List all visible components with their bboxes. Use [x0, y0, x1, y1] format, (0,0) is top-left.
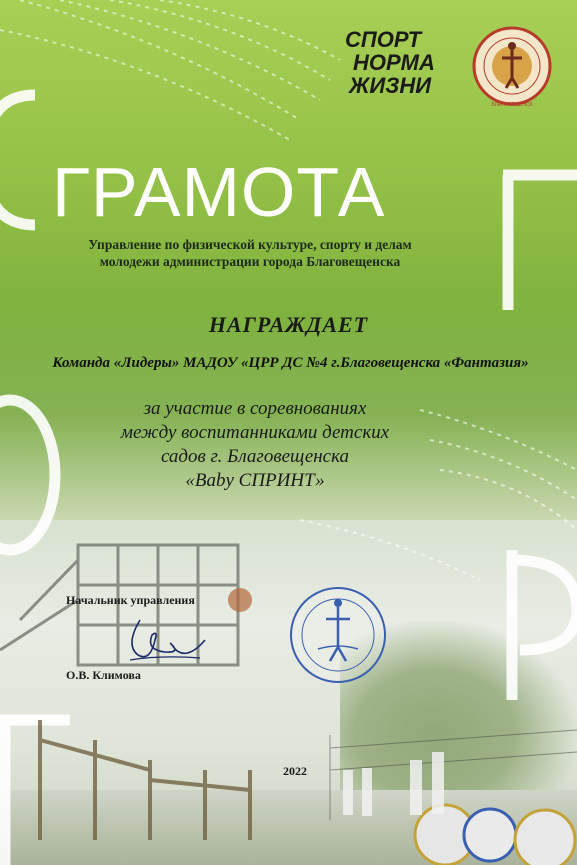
certificate-title: ГРАМОТА — [52, 153, 386, 231]
emblem-city-text: БЛАГОВЕЩЕНСК — [491, 102, 533, 108]
award-heading: НАГРАЖДАЕТ — [208, 312, 369, 337]
logo-line-1: СПОРТ — [345, 27, 422, 52]
handwritten-signature — [110, 610, 210, 670]
recipient-name: Команда «Лидеры» МАДОУ «ЦРР ДС №4 г.Благовещенска «Фантазия» — [52, 355, 529, 371]
organization-line-2: молодежи администрации города Благовещенска — [99, 254, 401, 269]
sports-emblem — [468, 22, 556, 110]
organization-line-1: Управление по физической культуре, спорту и делам — [88, 237, 412, 252]
organization-name — [40, 236, 460, 270]
reason-line-4: «Baby СПРИНТ» — [185, 470, 325, 491]
reason-line-3: садов г. Благовещенска — [160, 446, 350, 467]
certificate-year: 2022 — [283, 764, 307, 778]
reason-line-2: между воспитанниками детских — [120, 422, 390, 443]
official-stamp — [288, 585, 388, 685]
signer-name: О.В. Климова — [66, 668, 141, 682]
signer-position: Начальник управления — [66, 593, 195, 607]
logo-line-2: НОРМА — [353, 50, 435, 75]
sport-norm-life-logo — [345, 28, 435, 97]
award-reason — [40, 397, 470, 493]
logo-line-3: ЖИЗНИ — [349, 73, 432, 98]
reason-line-1: за участие в соревнованиях — [143, 398, 367, 419]
